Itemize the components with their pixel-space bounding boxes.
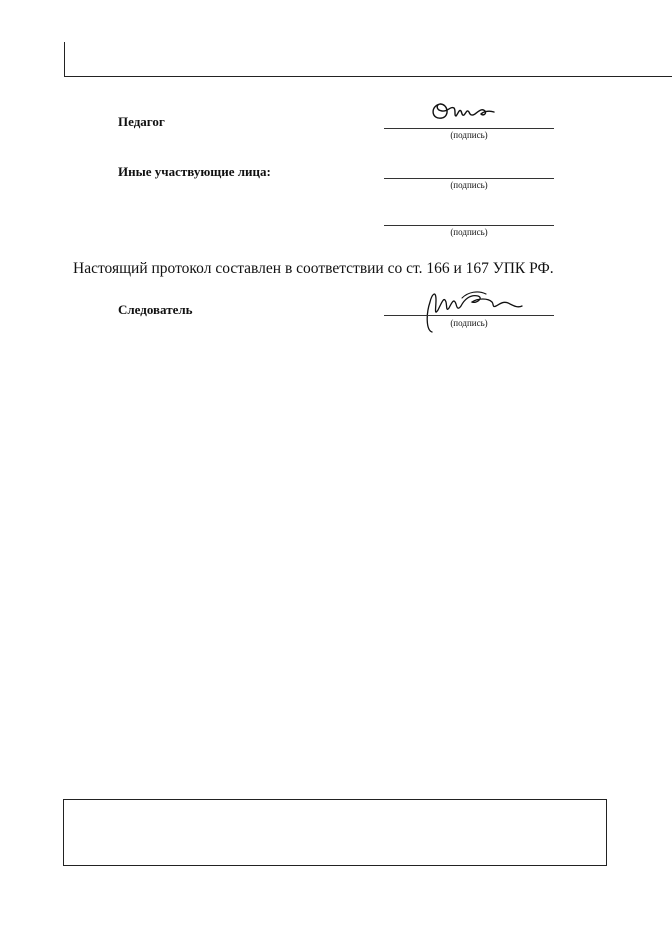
footer-box bbox=[63, 799, 607, 866]
protocol-statement: Настоящий протокол составлен в соответствии со ст. 166 и 167 УПК РФ. bbox=[73, 260, 554, 277]
pedagogue-label: Педагог bbox=[118, 114, 165, 129]
participant-1-signature-line bbox=[384, 178, 554, 179]
investigator-signature bbox=[418, 284, 526, 336]
investigator-signature-caption: (подпись) bbox=[450, 318, 488, 328]
pedagogue-signature-caption: (подпись) bbox=[450, 130, 488, 140]
pedagogue-signature-line bbox=[384, 128, 554, 129]
other-participants-label: Иные участвующие лица: bbox=[118, 164, 271, 179]
participant-2-signature-line bbox=[384, 225, 554, 226]
page-frame-top-rule bbox=[64, 76, 672, 77]
investigator-label: Следователь bbox=[118, 302, 193, 317]
pedagogue-signature bbox=[428, 96, 500, 126]
page-frame-left-rule bbox=[64, 42, 65, 77]
participant-2-signature-caption: (подпись) bbox=[450, 227, 488, 237]
participant-1-signature-caption: (подпись) bbox=[450, 180, 488, 190]
investigator-signature-line bbox=[384, 315, 554, 316]
